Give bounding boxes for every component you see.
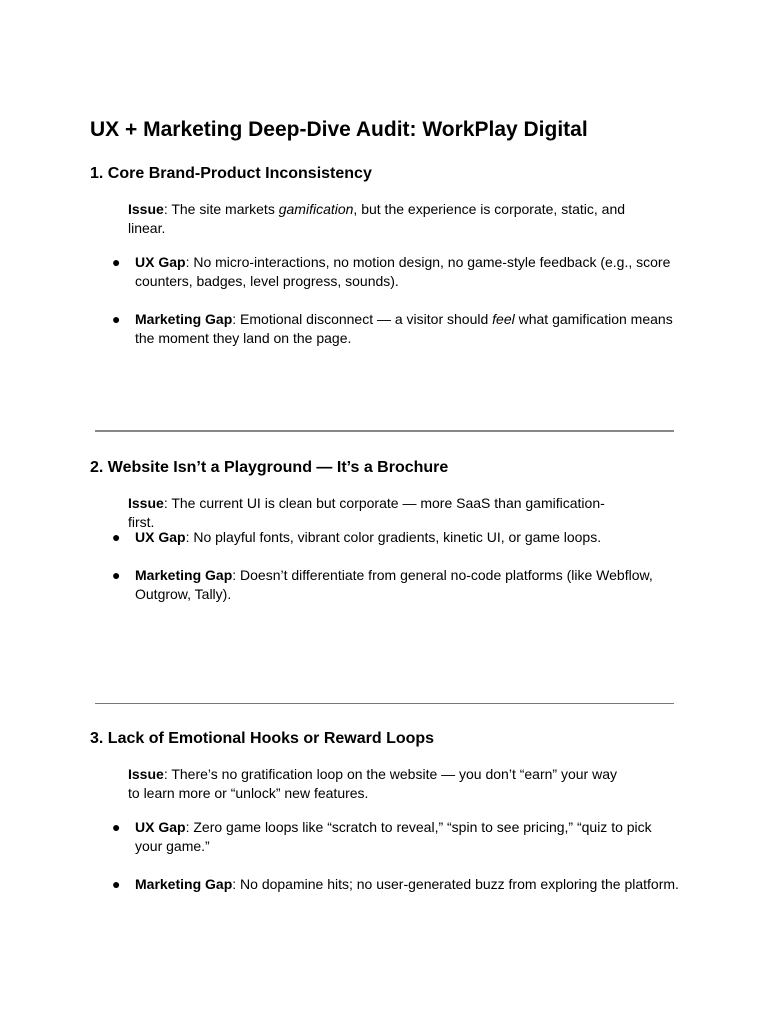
section-divider — [95, 430, 674, 432]
bullet-dot-icon: ● — [112, 254, 121, 270]
document-title: UX + Marketing Deep-Dive Audit: WorkPlay Digital — [90, 118, 588, 141]
issue-text: : The site markets — [163, 201, 279, 217]
bullet-label: UX Gap — [135, 819, 186, 835]
bullet-dot-icon: ● — [112, 311, 121, 327]
bullet-text — [135, 875, 682, 894]
bullet-body: : Zero game loops like “scratch to reveal,” “spin to see pricing,” “quiz to pick your game.” — [135, 819, 652, 854]
section-heading: 2. Website Isn’t a Playground — It’s a Brochure — [90, 459, 449, 476]
bullet-body: : No micro-interactions, no motion design, no game-style feedback (e.g., score counters, badges, level progress, sounds). — [135, 254, 671, 289]
issue-label: Issue — [128, 201, 164, 217]
section-divider — [95, 703, 674, 704]
bullet-label: UX Gap — [135, 254, 186, 270]
bullet-text — [135, 253, 682, 291]
bullet-emphasis: feel — [492, 311, 515, 327]
bullet-text — [135, 528, 682, 547]
section-heading: 1. Core Brand-Product Inconsistency — [90, 165, 372, 182]
bullet-label: Marketing Gap — [135, 567, 233, 583]
bullet-text — [135, 310, 682, 348]
bullet-text — [135, 566, 682, 604]
bullet-label: UX Gap — [135, 529, 186, 545]
bullet-dot-icon: ● — [112, 567, 121, 583]
issue-label: Issue — [128, 766, 164, 782]
issue-label: Issue — [128, 495, 164, 511]
issue-text: : There’s no gratification loop on the website — you don’t “earn” your way to learn more or “unlock” new features. — [128, 766, 617, 801]
section-heading: 3. Lack of Emotional Hooks or Reward Loops — [90, 730, 435, 747]
issue-emphasis: gamification — [278, 201, 354, 217]
bullet-dot-icon: ● — [112, 876, 121, 892]
bullet-body-rest: what gamification means the moment they land on the page. — [135, 311, 673, 346]
issue-paragraph — [128, 765, 628, 803]
bullet-body: : Doesn’t differentiate from general no-code platforms (like Webflow, Outgrow, Tally). — [135, 567, 653, 602]
bullet-body: : No dopamine hits; no user-generated buzz from exploring the platform. — [232, 876, 679, 892]
bullet-label: Marketing Gap — [135, 311, 233, 327]
issue-text-rest: , but the experience is corporate, static, and linear. — [128, 201, 626, 236]
bullet-body: : No playful fonts, vibrant color gradients, kinetic UI, or game loops. — [185, 529, 602, 545]
bullet-dot-icon: ● — [112, 529, 121, 545]
bullet-text — [135, 818, 682, 856]
bullet-dot-icon: ● — [112, 819, 121, 835]
bullet-label: Marketing Gap — [135, 876, 233, 892]
issue-text: : The current UI is clean but corporate — more SaaS than gamification-first. — [128, 495, 605, 530]
issue-paragraph — [128, 494, 628, 532]
bullet-body: : Emotional disconnect — a visitor should — [232, 311, 493, 327]
issue-paragraph — [128, 200, 628, 238]
